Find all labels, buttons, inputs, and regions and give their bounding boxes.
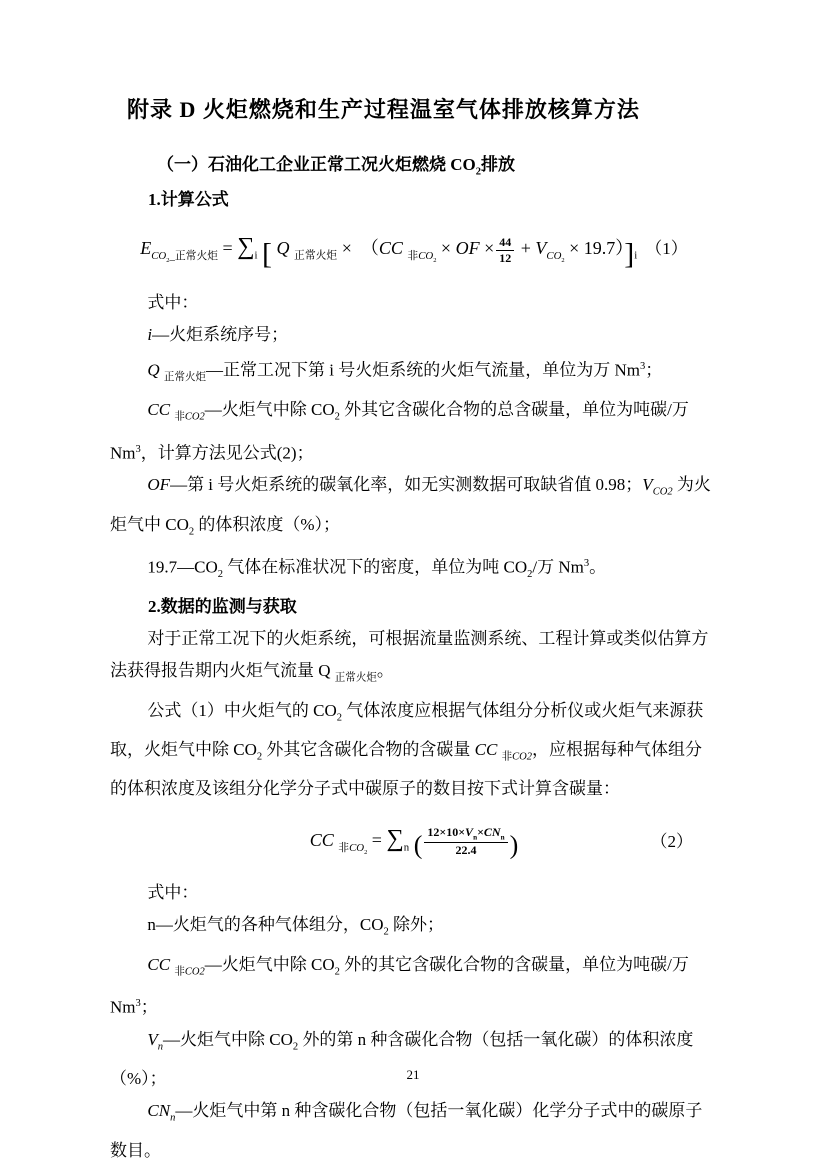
formula-1-lhs: $E_{CO_2\_正常火炬} = \sum_i$ (140, 233, 258, 264)
formula-1-open-bracket: [ (262, 237, 273, 271)
paragraph-where-2: 式中： (147, 883, 199, 903)
formula-2-expression (310, 824, 519, 860)
paragraph-term-of: OF—第 i 号火炬系统的碳氧化率，如无实测数据可取缺省值 0.98；$V_{CO2}$ 为火 炬气中 $CO_2$ 的体积浓度（%）； (110, 475, 711, 538)
formula-1-number: （1） (645, 239, 688, 259)
paragraph-term-cc: CC $_{非CO2}$—火炬气中除 $CO_2$ 外其它含碳化合物的总含碳量，单位为吨碳/万 Nm$^3$，计算方法见公式(2)； (110, 400, 689, 463)
subheading-data-monitoring: 2.数据的监测与获取 (148, 597, 297, 617)
formula-2-numerator: $12\times 10\times V_n\times CN_n$ (424, 825, 507, 843)
formula-1-denominator: 12 (499, 250, 512, 265)
paragraph-formula1-explanation: 公式（1）中火炬气的 $CO_2$ 气体浓度应根据气体组分分析仪或火炬气来源获 取，火炬气中除 $CO_2$ 外其它含碳化合物的含碳量 CC $_{非CO2}$，应根据每种气体组分 的体积浓度及该组分化学分子式中碳原子的数目按下式计算含碳量： (110, 700, 704, 799)
formula-1 (110, 223, 718, 281)
formula-1-close-bracket: ] (624, 237, 635, 271)
paragraph-term-vn: $V_n—$火炬气中除 $CO_2$ 外的第 n 种含碳化合物（包括一氧化碳）的体积浓度 （%）； (110, 1029, 694, 1089)
subheading-calculation-formula: 1.计算公式 (148, 190, 229, 210)
appendix-title: 附录 D 火炬燃烧和生产过程温室气体排放核算方法 (127, 97, 640, 122)
formula-2-open-paren: ( (413, 830, 423, 860)
paragraph-term-density: $19.7—CO_2$ 气体在标准状况下的密度，单位为吨 $CO_2/$万 Nm$^3$。 (147, 557, 607, 581)
formula-1-terms-b: + $V_{CO_2} \times 19.7$） (520, 238, 625, 264)
paragraph-where-1: 式中： (147, 293, 199, 313)
page-number: 21 (406, 1067, 420, 1082)
formula-1-expression (140, 232, 688, 273)
formula-2-close-paren: ) (509, 830, 519, 860)
paragraph-term-cc2: CC $_{非CO2}$—火炬气中除 $CO_2$ 外的其它含碳化合物的含碳量，单位为吨碳/万 Nm$^3$； (110, 954, 689, 1017)
paragraph-term-cnn: $CN_n—$火炬气中第 n 种含碳化合物（包括一氧化碳）化学分子式中的碳原子 数目。 (110, 1101, 703, 1160)
section-heading-1: （一）石油化工企业正常工况火炬燃烧 $CO_2$排放 (157, 155, 516, 178)
body-section-1 (110, 287, 718, 805)
formula-1-terms-a: Q $_{正常火炬}$ × （CC $_{非CO_2}$ × OF × (276, 238, 495, 264)
formula-2-lhs: CC $_{非CO_2} = \sum_n$ (309, 825, 410, 856)
formula-1-fraction (496, 235, 514, 265)
formula-2-number: （2） (650, 832, 693, 852)
paragraph-term-q: Q $_{正常火炬}$—正常工况下第 i 号火炬系统的火炬气流量，单位为万 Nm$^3$； (147, 361, 663, 384)
formula-1-numerator: 44 (496, 235, 514, 250)
paragraph-term-n: n—火炬气的各种气体组分，$CO_2$ 除外； (147, 915, 445, 938)
paragraph-term-i: i—火炬系统序号； (147, 325, 289, 345)
formula-2 (110, 809, 718, 875)
body-section-2 (110, 877, 718, 1166)
formula-2-denominator: 22.4 (455, 842, 477, 857)
formula-1-index: i (634, 249, 638, 262)
paragraph-normal-conditions: 对于正常工况下的火炬系统，可根据流量监测系统、工程计算或类似估算方 法获得报告期内火炬气流量 Q $_{正常火炬}$。 (110, 629, 709, 684)
formula-2-fraction (424, 825, 507, 857)
